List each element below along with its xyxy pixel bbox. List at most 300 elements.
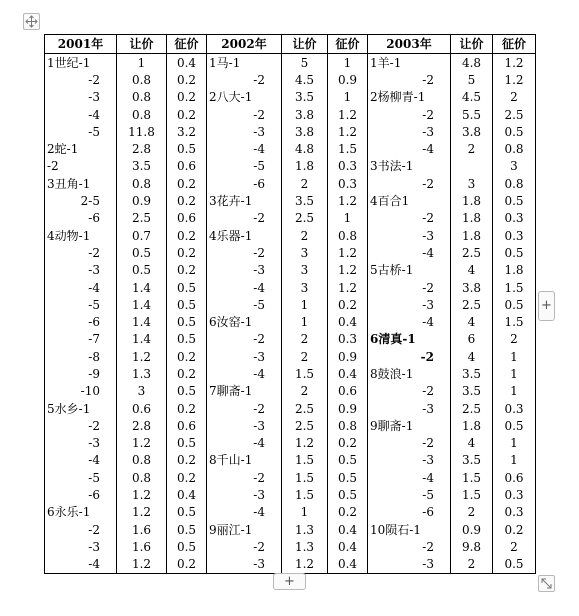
transfer-price-cell[interactable]: 1.4: [117, 296, 167, 313]
stamp-name-cell[interactable]: -9: [45, 365, 117, 382]
transfer-price-cell[interactable]: 0.6: [117, 400, 167, 417]
collect-price-cell[interactable]: 0.3: [493, 486, 536, 503]
collect-price-cell[interactable]: 0.4: [328, 521, 368, 538]
stamp-name-cell[interactable]: -2: [207, 331, 282, 348]
table-row: [45, 244, 536, 261]
transfer-price-cell[interactable]: 0.8: [117, 469, 167, 486]
stamp-name-cell[interactable]: -3: [368, 123, 451, 140]
collect-price-cell[interactable]: 1.2: [493, 71, 536, 88]
collect-price-cell[interactable]: 0.2: [167, 469, 207, 486]
collect-price-cell[interactable]: 0.9: [328, 400, 368, 417]
header-transfer-price[interactable]: 让价: [282, 35, 328, 54]
table-row: [45, 106, 536, 123]
collect-price-cell[interactable]: 0.2: [167, 262, 207, 279]
collect-price-cell[interactable]: 0.2: [328, 296, 368, 313]
transfer-price-cell[interactable]: 3.8: [451, 279, 493, 296]
stamp-name-cell[interactable]: -2: [368, 210, 451, 227]
stamp-name-cell[interactable]: -3: [45, 538, 117, 555]
transfer-price-cell[interactable]: 3.5: [451, 365, 493, 382]
stamp-name-cell[interactable]: 2-5: [45, 192, 117, 209]
stamp-name-cell[interactable]: -5: [45, 469, 117, 486]
collect-price-cell[interactable]: 0.5: [328, 486, 368, 503]
transfer-price-cell[interactable]: 3: [282, 262, 328, 279]
transfer-price-cell[interactable]: 1.3: [117, 365, 167, 382]
transfer-price-cell[interactable]: 2.5: [451, 400, 493, 417]
transfer-price-cell[interactable]: 1.2: [282, 435, 328, 452]
collect-price-cell[interactable]: 0.5: [167, 313, 207, 330]
stamp-name-cell[interactable]: -6: [45, 210, 117, 227]
collect-price-cell[interactable]: 1.2: [328, 123, 368, 140]
stamp-name-cell[interactable]: -4: [45, 106, 117, 123]
collect-price-cell[interactable]: 3.2: [167, 123, 207, 140]
collect-price-cell[interactable]: 0.2: [167, 348, 207, 365]
transfer-price-cell[interactable]: 2.5: [117, 210, 167, 227]
transfer-price-cell[interactable]: 3: [282, 244, 328, 261]
transfer-price-cell[interactable]: 1.2: [117, 486, 167, 503]
collect-price-cell[interactable]: 0.5: [167, 521, 207, 538]
transfer-price-cell[interactable]: 2: [282, 348, 328, 365]
stamp-name-cell[interactable]: -4: [368, 244, 451, 261]
transfer-price-cell[interactable]: 1.5: [282, 365, 328, 382]
stamp-name-cell[interactable]: 8千山-1: [207, 452, 282, 469]
stamp-name-cell[interactable]: 10陨石-1: [368, 521, 451, 538]
stamp-name-cell[interactable]: -2: [45, 158, 117, 175]
collect-price-cell[interactable]: 0.4: [328, 538, 368, 555]
transfer-price-cell[interactable]: 4: [451, 313, 493, 330]
collect-price-cell[interactable]: 0.3: [328, 158, 368, 175]
table-row: [45, 262, 536, 279]
transfer-price-cell[interactable]: 1.5: [282, 469, 328, 486]
transfer-price-cell[interactable]: 0.9: [451, 521, 493, 538]
transfer-price-cell[interactable]: 0.9: [117, 192, 167, 209]
stamp-name-cell[interactable]: -2: [207, 244, 282, 261]
collect-price-cell[interactable]: 1.2: [328, 106, 368, 123]
stamp-name-cell[interactable]: -4: [45, 452, 117, 469]
collect-price-cell[interactable]: 0.6: [167, 210, 207, 227]
table-row: [45, 365, 536, 382]
transfer-price-cell[interactable]: 1.2: [282, 556, 328, 574]
stamp-name-cell[interactable]: -10: [45, 383, 117, 400]
stamp-name-cell[interactable]: 5古桥-1: [368, 262, 451, 279]
collect-price-cell[interactable]: 3: [493, 158, 536, 175]
transfer-price-cell[interactable]: 2: [282, 175, 328, 192]
transfer-price-cell[interactable]: 1.8: [451, 210, 493, 227]
transfer-price-cell[interactable]: 2: [451, 556, 493, 574]
transfer-price-cell[interactable]: 3.5: [282, 192, 328, 209]
stamp-name-cell[interactable]: 1马-1: [207, 54, 282, 72]
transfer-price-cell[interactable]: 0.8: [117, 89, 167, 106]
collect-price-cell[interactable]: 0.4: [167, 486, 207, 503]
stamp-name-cell[interactable]: -3: [368, 556, 451, 574]
stamp-name-cell[interactable]: 8鼓浪-1: [368, 365, 451, 382]
stamp-name-cell[interactable]: -4: [368, 469, 451, 486]
collect-price-cell[interactable]: 0.2: [167, 400, 207, 417]
stamp-name-cell[interactable]: 1世纪-1: [45, 54, 117, 72]
collect-price-cell[interactable]: 0.2: [167, 452, 207, 469]
collect-price-cell[interactable]: 0.5: [493, 192, 536, 209]
stamp-name-cell[interactable]: -2: [207, 469, 282, 486]
stamp-name-cell[interactable]: 4乐器-1: [207, 227, 282, 244]
collect-price-cell[interactable]: 0.3: [493, 400, 536, 417]
transfer-price-cell[interactable]: 1.8: [451, 227, 493, 244]
collect-price-cell[interactable]: 0.8: [493, 175, 536, 192]
collect-price-cell[interactable]: 0.4: [328, 313, 368, 330]
stamp-name-cell[interactable]: -4: [45, 279, 117, 296]
transfer-price-cell[interactable]: 0.5: [117, 262, 167, 279]
transfer-price-cell[interactable]: 2.5: [451, 296, 493, 313]
transfer-price-cell[interactable]: 0.8: [117, 175, 167, 192]
transfer-price-cell[interactable]: 1.2: [117, 348, 167, 365]
collect-price-cell[interactable]: 0.5: [493, 123, 536, 140]
collect-price-cell[interactable]: 1: [328, 89, 368, 106]
collect-price-cell[interactable]: 0.5: [167, 435, 207, 452]
stamp-name-cell[interactable]: -2: [45, 417, 117, 434]
collect-price-cell[interactable]: 0.5: [167, 331, 207, 348]
stamp-name-cell[interactable]: 3书法-1: [368, 158, 451, 175]
transfer-price-cell[interactable]: 1.4: [117, 313, 167, 330]
collect-price-cell[interactable]: 1: [493, 348, 536, 365]
transfer-price-cell[interactable]: 2.8: [117, 417, 167, 434]
transfer-price-cell[interactable]: 2.5: [282, 210, 328, 227]
stamp-name-cell[interactable]: 3花卉-1: [207, 192, 282, 209]
header-year-2001[interactable]: 2001年: [45, 35, 117, 54]
transfer-price-cell[interactable]: 2: [451, 504, 493, 521]
collect-price-cell[interactable]: 0.5: [167, 279, 207, 296]
stamp-name-cell[interactable]: 5水乡-1: [45, 400, 117, 417]
header-transfer-price[interactable]: 让价: [117, 35, 167, 54]
stamp-name-cell[interactable]: -2: [368, 383, 451, 400]
stamp-name-cell[interactable]: -2: [207, 210, 282, 227]
collect-price-cell[interactable]: 1.2: [328, 279, 368, 296]
collect-price-cell[interactable]: 0.3: [328, 175, 368, 192]
header-year-2003[interactable]: 2003年: [368, 35, 451, 54]
collect-price-cell[interactable]: 1.5: [493, 313, 536, 330]
collect-price-cell[interactable]: 1.5: [328, 140, 368, 157]
transfer-price-cell[interactable]: 1.2: [117, 435, 167, 452]
transfer-price-cell[interactable]: 4: [451, 435, 493, 452]
table-row: [45, 123, 536, 140]
collect-price-cell[interactable]: 0.2: [167, 556, 207, 574]
stamp-name-cell[interactable]: -6: [207, 175, 282, 192]
collect-price-cell[interactable]: 1: [493, 435, 536, 452]
collect-price-cell[interactable]: 0.5: [493, 296, 536, 313]
header-row: [45, 35, 536, 54]
transfer-price-cell[interactable]: 1.2: [117, 556, 167, 574]
collect-price-cell[interactable]: 0.2: [167, 71, 207, 88]
transfer-price-cell[interactable]: 4.5: [451, 89, 493, 106]
stamp-name-cell[interactable]: -3: [368, 296, 451, 313]
transfer-price-cell[interactable]: 3.5: [451, 383, 493, 400]
transfer-price-cell[interactable]: 1.5: [282, 452, 328, 469]
transfer-price-cell[interactable]: 0.8: [117, 71, 167, 88]
transfer-price-cell[interactable]: 5: [451, 71, 493, 88]
table-row: [45, 158, 536, 175]
header-year-2002[interactable]: 2002年: [207, 35, 282, 54]
stamp-name-cell[interactable]: 6汝窑-1: [207, 313, 282, 330]
collect-price-cell[interactable]: 0.2: [493, 521, 536, 538]
stamp-name-cell[interactable]: 3丑角-1: [45, 175, 117, 192]
transfer-price-cell[interactable]: 1.8: [451, 192, 493, 209]
transfer-price-cell[interactable]: 11.8: [117, 123, 167, 140]
stamp-name-cell[interactable]: 6清真-1: [368, 331, 451, 348]
transfer-price-cell[interactable]: 1: [282, 296, 328, 313]
stamp-name-cell[interactable]: -7: [45, 331, 117, 348]
collect-price-cell[interactable]: 0.5: [328, 452, 368, 469]
collect-price-cell[interactable]: 2.5: [493, 106, 536, 123]
stamp-name-cell[interactable]: 9聊斋-1: [368, 417, 451, 434]
table-row: [45, 348, 536, 365]
transfer-price-cell[interactable]: 1.5: [451, 469, 493, 486]
stamp-name-cell[interactable]: 4百合1: [368, 192, 451, 209]
transfer-price-cell[interactable]: 2.5: [282, 417, 328, 434]
stamp-name-cell[interactable]: -2: [368, 175, 451, 192]
transfer-price-cell[interactable]: 1: [282, 313, 328, 330]
collect-price-cell[interactable]: 0.4: [328, 365, 368, 382]
stamp-name-cell[interactable]: -2: [45, 521, 117, 538]
transfer-price-cell[interactable]: 6: [451, 331, 493, 348]
stamp-name-cell[interactable]: -5: [45, 123, 117, 140]
collect-price-cell[interactable]: 0.2: [167, 365, 207, 382]
collect-price-cell[interactable]: 0.3: [493, 227, 536, 244]
collect-price-cell[interactable]: 0.2: [328, 435, 368, 452]
stamp-name-cell[interactable]: -4: [368, 313, 451, 330]
table-row: [45, 417, 536, 434]
table-row: [45, 469, 536, 486]
stamp-name-cell[interactable]: -2: [207, 538, 282, 555]
transfer-price-cell[interactable]: 2: [451, 140, 493, 157]
table-resize-icon[interactable]: [538, 575, 555, 592]
collect-price-cell[interactable]: 1.2: [328, 262, 368, 279]
stamp-name-cell[interactable]: -4: [207, 365, 282, 382]
transfer-price-cell[interactable]: 2.5: [451, 244, 493, 261]
stamp-name-cell[interactable]: 7聊斋-1: [207, 383, 282, 400]
collect-price-cell[interactable]: 0.5: [493, 556, 536, 574]
stamp-name-cell[interactable]: -4: [207, 279, 282, 296]
collect-price-cell[interactable]: 0.4: [167, 54, 207, 72]
collect-price-cell[interactable]: 1: [493, 452, 536, 469]
transfer-price-cell[interactable]: 2.5: [282, 400, 328, 417]
stamp-name-cell[interactable]: -6: [45, 486, 117, 503]
transfer-price-cell[interactable]: 1.3: [282, 538, 328, 555]
table-row: [45, 556, 536, 574]
stamp-name-cell[interactable]: -3: [45, 262, 117, 279]
collect-price-cell[interactable]: 1: [493, 365, 536, 382]
transfer-price-cell[interactable]: 1.3: [282, 521, 328, 538]
collect-price-cell[interactable]: 0.2: [167, 106, 207, 123]
stamp-name-cell[interactable]: 4动物-1: [45, 227, 117, 244]
stamp-name-cell[interactable]: 2蛇-1: [45, 140, 117, 157]
collect-price-cell[interactable]: 0.2: [328, 504, 368, 521]
stamp-name-cell[interactable]: -4: [207, 435, 282, 452]
stamp-name-cell[interactable]: -3: [207, 123, 282, 140]
collect-price-cell[interactable]: 0.3: [493, 504, 536, 521]
stamp-name-cell[interactable]: -3: [45, 89, 117, 106]
collect-price-cell[interactable]: 0.5: [167, 538, 207, 555]
table-row: [45, 383, 536, 400]
add-column-button[interactable]: +: [538, 291, 555, 321]
stamp-name-cell[interactable]: -3: [368, 227, 451, 244]
header-collect-price[interactable]: 征价: [167, 35, 207, 54]
stamp-name-cell[interactable]: -3: [207, 348, 282, 365]
table-row: [45, 89, 536, 106]
collect-price-cell[interactable]: 0.2: [167, 175, 207, 192]
transfer-price-cell[interactable]: 4: [451, 348, 493, 365]
collect-price-cell[interactable]: 0.9: [328, 348, 368, 365]
collect-price-cell[interactable]: 0.8: [493, 140, 536, 157]
stamp-name-cell[interactable]: -8: [45, 348, 117, 365]
price-table[interactable]: [44, 34, 536, 574]
collect-price-cell[interactable]: 0.5: [167, 296, 207, 313]
transfer-price-cell[interactable]: 1: [117, 54, 167, 72]
transfer-price-cell[interactable]: 4.8: [451, 54, 493, 72]
collect-price-cell[interactable]: 0.6: [493, 469, 536, 486]
transfer-price-cell[interactable]: 1: [282, 504, 328, 521]
header-collect-price[interactable]: 征价: [493, 35, 536, 54]
stamp-name-cell[interactable]: -6: [368, 504, 451, 521]
stamp-name-cell[interactable]: -4: [45, 556, 117, 574]
table-row: [45, 227, 536, 244]
collect-price-cell[interactable]: 2: [493, 89, 536, 106]
collect-price-cell[interactable]: 0.6: [167, 417, 207, 434]
stamp-name-cell[interactable]: -2: [207, 106, 282, 123]
collect-price-cell[interactable]: 0.8: [328, 417, 368, 434]
transfer-price-cell[interactable]: [451, 158, 493, 175]
table-row: [45, 54, 536, 72]
collect-price-cell[interactable]: 0.9: [328, 71, 368, 88]
collect-price-cell[interactable]: 1: [493, 383, 536, 400]
stamp-name-cell[interactable]: -2: [368, 106, 451, 123]
stamp-name-cell[interactable]: -2: [368, 348, 451, 365]
collect-price-cell[interactable]: 0.5: [328, 469, 368, 486]
collect-price-cell[interactable]: 0.5: [493, 417, 536, 434]
transfer-price-cell[interactable]: 1.2: [117, 504, 167, 521]
stamp-name-cell[interactable]: -2: [368, 538, 451, 555]
stamp-name-cell[interactable]: -2: [368, 71, 451, 88]
collect-price-cell[interactable]: 1.8: [493, 262, 536, 279]
collect-price-cell[interactable]: 1: [328, 54, 368, 72]
stamp-name-cell[interactable]: 6永乐-1: [45, 504, 117, 521]
transfer-price-cell[interactable]: 1.6: [117, 521, 167, 538]
transfer-price-cell[interactable]: 1.8: [282, 158, 328, 175]
collect-price-cell[interactable]: 0.4: [328, 556, 368, 574]
transfer-price-cell[interactable]: 2: [282, 227, 328, 244]
stamp-name-cell[interactable]: 2杨柳青-1: [368, 89, 451, 106]
transfer-price-cell[interactable]: 0.5: [117, 244, 167, 261]
header-transfer-price[interactable]: 让价: [451, 35, 493, 54]
collect-price-cell[interactable]: 1.2: [493, 54, 536, 72]
stamp-name-cell[interactable]: -2: [45, 71, 117, 88]
transfer-price-cell[interactable]: 4.5: [282, 71, 328, 88]
stamp-name-cell[interactable]: -2: [207, 400, 282, 417]
stamp-name-cell[interactable]: -2: [368, 435, 451, 452]
stamp-name-cell[interactable]: -5: [207, 158, 282, 175]
collect-price-cell[interactable]: 1.5: [493, 279, 536, 296]
transfer-price-cell[interactable]: 9.8: [451, 538, 493, 555]
collect-price-cell[interactable]: 0.5: [167, 504, 207, 521]
transfer-price-cell[interactable]: 1.5: [282, 486, 328, 503]
transfer-price-cell[interactable]: 3: [117, 383, 167, 400]
transfer-price-cell[interactable]: 3.5: [282, 89, 328, 106]
transfer-price-cell[interactable]: 3.5: [117, 158, 167, 175]
collect-price-cell[interactable]: 0.5: [167, 140, 207, 157]
transfer-price-cell[interactable]: 1.8: [451, 417, 493, 434]
transfer-price-cell[interactable]: 1.4: [117, 279, 167, 296]
collect-price-cell[interactable]: 2: [493, 538, 536, 555]
collect-price-cell[interactable]: 0.3: [493, 210, 536, 227]
stamp-name-cell[interactable]: -5: [45, 296, 117, 313]
transfer-price-cell[interactable]: 4.8: [282, 140, 328, 157]
stamp-name-cell[interactable]: 2八大-1: [207, 89, 282, 106]
collect-price-cell[interactable]: 0.5: [493, 244, 536, 261]
collect-price-cell[interactable]: 0.6: [328, 383, 368, 400]
transfer-price-cell[interactable]: 1.4: [117, 331, 167, 348]
collect-price-cell[interactable]: 0.2: [167, 227, 207, 244]
stamp-name-cell[interactable]: -3: [207, 486, 282, 503]
stamp-name-cell[interactable]: -2: [45, 244, 117, 261]
collect-price-cell[interactable]: 0.2: [167, 192, 207, 209]
stamp-name-cell[interactable]: -3: [207, 556, 282, 574]
transfer-price-cell[interactable]: 0.8: [117, 106, 167, 123]
collect-price-cell[interactable]: 1.2: [328, 192, 368, 209]
transfer-price-cell[interactable]: 1.5: [451, 486, 493, 503]
stamp-name-cell[interactable]: -3: [45, 435, 117, 452]
collect-price-cell[interactable]: 1.2: [328, 244, 368, 261]
transfer-price-cell[interactable]: 3.8: [282, 106, 328, 123]
stamp-name-cell[interactable]: -4: [368, 140, 451, 157]
collect-price-cell[interactable]: 1: [328, 210, 368, 227]
stamp-name-cell[interactable]: -6: [45, 313, 117, 330]
header-collect-price[interactable]: 征价: [328, 35, 368, 54]
collect-price-cell[interactable]: 0.2: [167, 89, 207, 106]
transfer-price-cell[interactable]: 0.8: [117, 452, 167, 469]
transfer-price-cell[interactable]: 5.5: [451, 106, 493, 123]
stamp-name-cell[interactable]: 9丽江-1: [207, 521, 282, 538]
table-row: [45, 521, 536, 538]
stamp-name-cell[interactable]: -3: [207, 417, 282, 434]
transfer-price-cell[interactable]: 3: [451, 175, 493, 192]
stamp-name-cell[interactable]: -3: [368, 400, 451, 417]
table-move-handle-icon[interactable]: [23, 13, 40, 30]
transfer-price-cell[interactable]: 3.8: [451, 123, 493, 140]
collect-price-cell[interactable]: 0.6: [167, 158, 207, 175]
collect-price-cell[interactable]: 0.3: [328, 331, 368, 348]
transfer-price-cell[interactable]: 1.6: [117, 538, 167, 555]
transfer-price-cell[interactable]: 3.8: [282, 123, 328, 140]
transfer-price-cell[interactable]: 3.5: [451, 452, 493, 469]
transfer-price-cell[interactable]: 2.8: [117, 140, 167, 157]
stamp-name-cell[interactable]: -4: [207, 504, 282, 521]
stamp-name-cell[interactable]: -4: [207, 140, 282, 157]
transfer-price-cell[interactable]: 5: [282, 54, 328, 72]
stamp-name-cell[interactable]: -5: [368, 486, 451, 503]
transfer-price-cell[interactable]: 0.7: [117, 227, 167, 244]
transfer-price-cell[interactable]: 3: [282, 279, 328, 296]
stamp-name-cell[interactable]: -2: [368, 279, 451, 296]
collect-price-cell[interactable]: 0.2: [167, 244, 207, 261]
stamp-name-cell[interactable]: -3: [368, 452, 451, 469]
collect-price-cell[interactable]: 2: [493, 331, 536, 348]
stamp-name-cell[interactable]: -2: [207, 71, 282, 88]
stamp-name-cell[interactable]: -3: [207, 262, 282, 279]
stamp-name-cell[interactable]: -5: [207, 296, 282, 313]
collect-price-cell[interactable]: 0.8: [328, 227, 368, 244]
collect-price-cell[interactable]: 0.5: [167, 383, 207, 400]
stamp-name-cell[interactable]: 1羊-1: [368, 54, 451, 72]
transfer-price-cell[interactable]: 2: [282, 383, 328, 400]
transfer-price-cell[interactable]: 4: [451, 262, 493, 279]
transfer-price-cell[interactable]: 2: [282, 331, 328, 348]
add-row-button[interactable]: +: [273, 573, 306, 590]
